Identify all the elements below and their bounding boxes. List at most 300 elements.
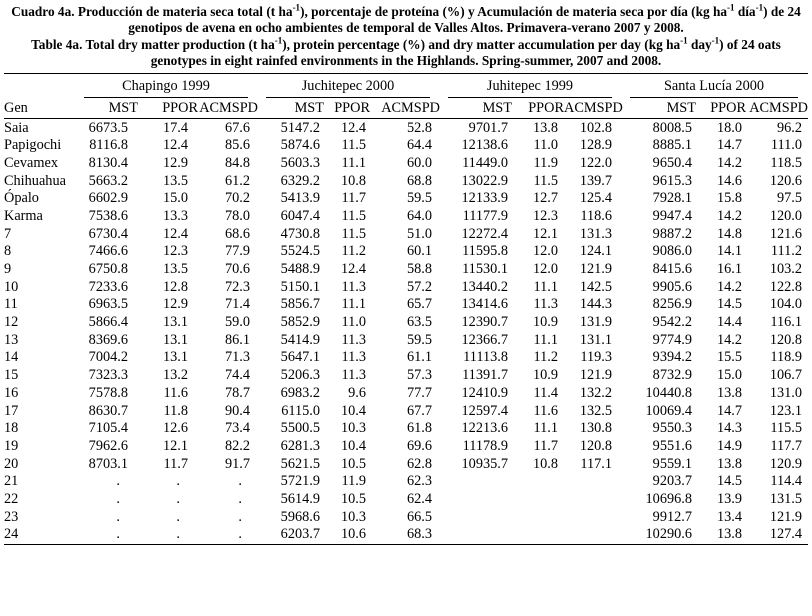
acmspd-cell: 131.9 xyxy=(579,314,612,331)
mst-cell: 7466.6 xyxy=(88,243,128,260)
blank-header-cell xyxy=(4,78,76,98)
header-ppor: PPOR xyxy=(512,98,564,119)
mst-cell: 6673.5 xyxy=(88,119,128,136)
table-row xyxy=(4,225,808,243)
acmspd-cell: 131.0 xyxy=(769,384,802,401)
mst-cell: 5603.3 xyxy=(280,154,320,171)
acmspd-cell: 130.8 xyxy=(579,420,612,437)
acmspd-cell: 71.3 xyxy=(224,349,250,366)
acmspd-cell: 118.9 xyxy=(770,349,802,366)
mst-cell: 7004.2 xyxy=(88,349,128,366)
ppor-cell: 14.5 xyxy=(716,473,742,490)
acmspd-cell: 131.3 xyxy=(579,225,612,242)
ppor-cell: 12.3 xyxy=(532,207,558,224)
acmspd-cell: 111.0 xyxy=(770,137,802,154)
acmspd-cell: 132.2 xyxy=(579,384,612,401)
mst-cell: 8008.5 xyxy=(652,119,692,136)
acmspd-cell: 57.3 xyxy=(406,367,432,384)
acmspd-cell: 70.2 xyxy=(224,190,250,207)
acmspd-cell: 60.0 xyxy=(406,154,432,171)
mst-cell: 9551.6 xyxy=(652,437,692,454)
mst-cell: 9550.3 xyxy=(652,420,692,437)
genotype-cell: 20 xyxy=(4,455,19,472)
ppor-cell: 13.8 xyxy=(716,455,742,472)
acmspd-cell: 120.8 xyxy=(579,437,612,454)
acmspd-cell: 61.1 xyxy=(406,349,432,366)
acmspd-cell: 52.8 xyxy=(406,119,432,136)
acmspd-cell: 128.9 xyxy=(579,137,612,154)
acmspd-cell: 97.5 xyxy=(776,190,802,207)
ppor-cell: 14.2 xyxy=(716,207,742,224)
ppor-cell: 10.9 xyxy=(532,367,558,384)
mst-cell: 6730.4 xyxy=(88,225,128,242)
ppor-cell: 12.8 xyxy=(162,278,188,295)
acmspd-cell: 119.3 xyxy=(580,349,612,366)
mst-cell: 6047.4 xyxy=(280,207,320,224)
ppor-cell xyxy=(512,473,564,491)
acmspd-cell: 85.6 xyxy=(224,137,250,154)
genotype-cell: Karma xyxy=(4,207,43,224)
ppor-cell: 11.9 xyxy=(533,154,558,171)
acmspd-cell: 121.9 xyxy=(579,367,612,384)
acmspd-cell: 61.2 xyxy=(224,172,250,189)
ppor-cell: 14.2 xyxy=(716,331,742,348)
mst-cell: 5414.9 xyxy=(280,331,320,348)
acmspd-cell: 86.1 xyxy=(224,331,250,348)
acmspd-cell: 78.0 xyxy=(224,207,250,224)
ppor-cell: 14.6 xyxy=(716,172,742,189)
genotype-cell: 16 xyxy=(4,384,19,401)
mst-cell: 9905.6 xyxy=(652,278,692,295)
table-row xyxy=(4,367,808,385)
ppor-cell: 13.1 xyxy=(162,314,188,331)
acmspd-cell: 59.5 xyxy=(406,331,432,348)
acmspd-cell: 60.1 xyxy=(406,243,432,260)
mst-cell: 9559.1 xyxy=(652,455,692,472)
mst-cell: 5721.9 xyxy=(280,473,320,490)
table-row xyxy=(4,473,808,491)
ppor-cell: 11.9 xyxy=(341,473,366,490)
table-row xyxy=(4,438,808,456)
acmspd-cell: 103.2 xyxy=(769,261,802,278)
ppor-cell: 11.5 xyxy=(341,207,366,224)
table-row xyxy=(4,190,808,208)
table-row xyxy=(4,331,808,349)
acmspd-cell: 120.9 xyxy=(769,455,802,472)
acmspd-cell: . xyxy=(198,526,258,544)
acmspd-cell: 132.5 xyxy=(579,402,612,419)
ppor-cell: 13.8 xyxy=(532,119,558,136)
mst-cell: 8885.1 xyxy=(652,137,692,154)
mst-cell: . xyxy=(116,473,120,490)
acmspd-cell: 66.5 xyxy=(406,508,432,525)
acmspd-cell: 68.8 xyxy=(406,172,432,189)
header-mst: MST xyxy=(440,98,512,119)
acmspd-cell xyxy=(564,491,622,509)
table-row xyxy=(4,261,808,279)
acmspd-cell: 82.2 xyxy=(224,437,250,454)
ppor-cell: 13.5 xyxy=(162,172,188,189)
acmspd-cell: 59.5 xyxy=(406,190,432,207)
table-row xyxy=(4,508,808,526)
acmspd-cell: 117.7 xyxy=(770,437,802,454)
header-ppor: PPOR xyxy=(324,98,370,119)
mst-cell: 8256.9 xyxy=(652,296,692,313)
ppor-cell: 14.1 xyxy=(716,243,742,260)
ppor-cell: 11.3 xyxy=(341,278,366,295)
mst-cell: 7105.4 xyxy=(88,420,128,437)
mst-cell: 5206.3 xyxy=(280,367,320,384)
ppor-cell: 10.4 xyxy=(340,402,366,419)
genotype-cell: Chihuahua xyxy=(4,172,66,189)
genotype-cell: 23 xyxy=(4,508,19,525)
mst-cell: 12138.6 xyxy=(461,137,508,154)
acmspd-cell: 121.6 xyxy=(769,225,802,242)
table-row xyxy=(4,155,808,173)
ppor-cell xyxy=(512,491,564,509)
mst-cell: 5614.9 xyxy=(280,490,320,507)
mst-cell: 10440.8 xyxy=(645,384,692,401)
ppor-cell: 14.2 xyxy=(716,154,742,171)
acmspd-cell: 69.6 xyxy=(406,437,432,454)
mst-cell: 9701.7 xyxy=(468,119,508,136)
header-ppor: PPOR xyxy=(138,98,198,119)
mst-cell: 11113.8 xyxy=(463,349,508,366)
acmspd-cell: 64.0 xyxy=(406,207,432,224)
acmspd-cell: 104.0 xyxy=(769,296,802,313)
ppor-cell: 12.6 xyxy=(162,420,188,437)
mst-cell: 9394.2 xyxy=(652,349,692,366)
header-mst: MST xyxy=(258,98,324,119)
mst-cell: 11391.7 xyxy=(462,367,508,384)
table-row xyxy=(4,420,808,438)
ppor-cell: 11.5 xyxy=(533,172,558,189)
gen-header: Gen xyxy=(4,98,76,119)
header-acmspd: ACMSPD xyxy=(370,98,440,119)
header-ppor: PPOR xyxy=(696,98,746,119)
table-body xyxy=(4,119,808,545)
ppor-cell: 12.1 xyxy=(162,437,188,454)
table-row xyxy=(4,137,808,155)
ppor-cell: 14.8 xyxy=(716,225,742,242)
acmspd-cell: 127.4 xyxy=(746,526,808,544)
environment-header-row xyxy=(4,78,808,98)
genotype-cell: 9 xyxy=(4,261,12,278)
acmspd-cell xyxy=(564,526,622,544)
acmspd-cell: 58.8 xyxy=(406,261,432,278)
genotype-cell: Saia xyxy=(4,119,29,136)
mst-cell: 12213.6 xyxy=(461,420,508,437)
acmspd-cell: 73.4 xyxy=(224,420,250,437)
acmspd-cell: 91.7 xyxy=(224,455,250,472)
genotype-cell: 7 xyxy=(4,225,12,242)
mst-cell: 5968.6 xyxy=(280,508,320,525)
mst-cell: 5874.6 xyxy=(280,137,320,154)
mst-cell xyxy=(440,508,512,526)
mst-cell: 5856.7 xyxy=(280,296,320,313)
header-acmspd: ACMSPD xyxy=(746,98,808,119)
mst-cell: 6983.2 xyxy=(280,384,320,401)
ppor-cell: 11.7 xyxy=(341,190,366,207)
acmspd-cell xyxy=(564,473,622,491)
acmspd-cell: 120.6 xyxy=(769,172,802,189)
ppor-cell: 13.2 xyxy=(162,367,188,384)
mst-cell: 13440.2 xyxy=(461,278,508,295)
mst-cell: 8415.6 xyxy=(652,261,692,278)
mst-cell: . xyxy=(76,526,138,544)
mst-cell: 11177.9 xyxy=(462,207,508,224)
mst-cell: 11178.9 xyxy=(462,437,508,454)
mst-cell: 5866.4 xyxy=(88,314,128,331)
ppor-cell: 12.7 xyxy=(532,190,558,207)
acmspd-cell: 59.0 xyxy=(224,314,250,331)
ppor-cell: 16.1 xyxy=(716,261,742,278)
genotype-cell: 10 xyxy=(4,278,19,295)
mst-cell: 9542.2 xyxy=(652,314,692,331)
ppor-cell: . xyxy=(176,508,180,525)
mst-cell: 6281.3 xyxy=(280,437,320,454)
mst-cell: 6750.8 xyxy=(88,261,128,278)
acmspd-cell: 71.4 xyxy=(224,296,250,313)
ppor-cell: 13.8 xyxy=(716,384,742,401)
ppor-cell: 10.4 xyxy=(340,437,366,454)
genotype-cell: 14 xyxy=(4,349,19,366)
acmspd-cell: 118.6 xyxy=(580,207,612,224)
mst-cell xyxy=(440,526,512,544)
table-row xyxy=(4,208,808,226)
acmspd-cell: 64.4 xyxy=(406,137,432,154)
acmspd-cell: 124.1 xyxy=(579,243,612,260)
mst-cell: 8116.8 xyxy=(89,137,128,154)
acmspd-cell: 62.8 xyxy=(406,455,432,472)
mst-cell: 8630.7 xyxy=(88,402,128,419)
ppor-cell: 14.2 xyxy=(716,278,742,295)
acmspd-cell: 122.0 xyxy=(579,154,612,171)
ppor-cell: 11.7 xyxy=(163,455,188,472)
env-header-chapingo-1999: Chapingo 1999 xyxy=(76,78,258,98)
acmspd-cell: 123.1 xyxy=(769,402,802,419)
table-row xyxy=(4,296,808,314)
acmspd-cell: 62.4 xyxy=(406,490,432,507)
genotype-cell: 15 xyxy=(4,367,19,384)
acmspd-cell: 77.9 xyxy=(224,243,250,260)
acmspd-cell: 67.6 xyxy=(224,119,250,136)
ppor-cell: 12.1 xyxy=(532,225,558,242)
env-header-santa-lucia-2000: Santa Lucía 2000 xyxy=(622,78,808,98)
ppor-cell: 12.0 xyxy=(532,261,558,278)
table-row xyxy=(4,278,808,296)
table-row xyxy=(4,402,808,420)
ppor-cell: 11.8 xyxy=(163,402,188,419)
acmspd-cell: 116.1 xyxy=(770,314,802,331)
table-row xyxy=(4,349,808,367)
ppor-cell: 13.5 xyxy=(162,261,188,278)
table-row xyxy=(4,385,808,403)
mst-cell: 13022.9 xyxy=(461,172,508,189)
acmspd-cell: . xyxy=(238,490,242,507)
acmspd-cell: 106.7 xyxy=(769,367,802,384)
table-row xyxy=(4,172,808,190)
genotype-cell: Cevamex xyxy=(4,154,58,171)
ppor-cell xyxy=(512,508,564,526)
mst-cell: 5500.5 xyxy=(280,420,320,437)
mst-cell: 12410.9 xyxy=(461,384,508,401)
ppor-cell: 11.1 xyxy=(533,331,558,348)
caption-spanish: Cuadro 4a. Producción de materia seca total (t $ha^{-1}$), porcentaje de proteína (%) y Acumulación de materia seca por día (kg $ha^{-1}$ día$^{-1}$) de 24 genotipos de avena en ocho ambientes de temporal de Valles Altos. Primavera-verano 2007 y 2008. xyxy=(11,2,801,36)
acmspd-cell: 72.3 xyxy=(224,278,250,295)
ppor-cell xyxy=(512,526,564,544)
mst-cell: 9774.9 xyxy=(652,331,692,348)
mst-cell: 12366.7 xyxy=(461,331,508,348)
acmspd-cell: 96.2 xyxy=(776,119,802,136)
acmspd-cell: 111.2 xyxy=(770,243,802,260)
ppor-cell: 12.0 xyxy=(532,243,558,260)
genotype-cell: 8 xyxy=(4,243,12,260)
ppor-cell: 10.5 xyxy=(340,490,366,507)
acmspd-cell: 74.4 xyxy=(224,367,250,384)
genotype-cell: 19 xyxy=(4,437,19,454)
ppor-cell: 10.3 xyxy=(340,508,366,525)
mst-cell: 6329.2 xyxy=(280,172,320,189)
header-mst: MST xyxy=(76,98,138,119)
mst-cell: 8732.9 xyxy=(652,367,692,384)
mst-cell: 9912.7 xyxy=(652,508,692,525)
table-row xyxy=(4,491,808,509)
acmspd-cell: 63.5 xyxy=(406,314,432,331)
mst-cell: 9086.0 xyxy=(652,243,692,260)
acmspd-cell: 114.4 xyxy=(770,473,802,490)
mst-cell: 12390.7 xyxy=(461,314,508,331)
ppor-cell: 12.9 xyxy=(162,296,188,313)
mst-cell: 9615.3 xyxy=(652,172,692,189)
acmspd-cell: 68.3 xyxy=(370,526,440,544)
mst-cell: 5524.5 xyxy=(280,243,320,260)
acmspd-cell: 118.5 xyxy=(770,154,802,171)
acmspd-cell: 51.0 xyxy=(406,225,432,242)
acmspd-cell: 70.6 xyxy=(224,261,250,278)
ppor-cell: 10.5 xyxy=(340,455,366,472)
mst-cell: 4730.8 xyxy=(280,225,320,242)
column-header-row xyxy=(4,98,808,119)
mst-cell: 5413.9 xyxy=(280,190,320,207)
acmspd-cell: 62.3 xyxy=(406,473,432,490)
ppor-cell: 11.3 xyxy=(341,367,366,384)
acmspd-cell: 142.5 xyxy=(579,278,612,295)
ppor-cell: 10.9 xyxy=(532,314,558,331)
mst-cell: 8130.4 xyxy=(88,154,128,171)
ppor-cell: 13.1 xyxy=(162,349,188,366)
ppor-cell: 11.4 xyxy=(533,384,558,401)
acmspd-cell: 57.2 xyxy=(406,278,432,295)
genotype-cell: 18 xyxy=(4,420,19,437)
ppor-cell: 15.0 xyxy=(716,367,742,384)
mst-cell: 6203.7 xyxy=(258,526,324,544)
ppor-cell: 12.4 xyxy=(340,261,366,278)
mst-cell: 7233.6 xyxy=(88,278,128,295)
ppor-cell: 14.9 xyxy=(716,437,742,454)
ppor-cell: 13.9 xyxy=(716,490,742,507)
ppor-cell: 15.5 xyxy=(716,349,742,366)
acmspd-cell: 61.8 xyxy=(406,420,432,437)
mst-cell xyxy=(440,491,512,509)
acmspd-cell: 90.4 xyxy=(224,402,250,419)
table-row xyxy=(4,243,808,261)
mst-cell xyxy=(440,473,512,491)
acmspd-cell: 68.6 xyxy=(224,225,250,242)
mst-cell: 5852.9 xyxy=(280,314,320,331)
mst-cell: 8703.1 xyxy=(88,455,128,472)
mst-cell: 5621.5 xyxy=(280,455,320,472)
ppor-cell: 14.3 xyxy=(716,420,742,437)
mst-cell: 10069.4 xyxy=(645,402,692,419)
ppor-cell: 11.1 xyxy=(341,154,366,171)
ppor-cell: 11.5 xyxy=(341,225,366,242)
genotype-cell: 22 xyxy=(4,490,19,507)
mst-cell: . xyxy=(116,490,120,507)
genotype-cell: 12 xyxy=(4,314,19,331)
mst-cell: 10290.6 xyxy=(622,526,696,544)
ppor-cell: 14.7 xyxy=(716,402,742,419)
ppor-cell: 11.1 xyxy=(533,420,558,437)
genotype-cell: 24 xyxy=(4,526,76,544)
genotype-cell: Papigochi xyxy=(4,137,62,154)
acmspd-cell: . xyxy=(238,508,242,525)
acmspd-cell: 117.1 xyxy=(580,455,612,472)
acmspd-cell: 78.7 xyxy=(224,384,250,401)
acmspd-cell: 144.3 xyxy=(579,296,612,313)
mst-cell: 7323.3 xyxy=(88,367,128,384)
genotype-cell: 21 xyxy=(4,473,19,490)
acmspd-cell: 77.7 xyxy=(406,384,432,401)
mst-cell: 7962.6 xyxy=(88,437,128,454)
ppor-cell: 11.6 xyxy=(533,402,558,419)
table-row xyxy=(4,455,808,473)
acmspd-cell: 65.7 xyxy=(406,296,432,313)
ppor-cell: 9.6 xyxy=(348,384,366,401)
acmspd-cell: 121.9 xyxy=(769,508,802,525)
ppor-cell: 14.5 xyxy=(716,296,742,313)
mst-cell: 9947.4 xyxy=(652,207,692,224)
ppor-cell: 11.1 xyxy=(533,278,558,295)
ppor-cell: 12.4 xyxy=(162,225,188,242)
header-acmspd: ACMSPD xyxy=(198,98,258,119)
acmspd-cell: 122.8 xyxy=(769,278,802,295)
mst-cell: 6963.5 xyxy=(88,296,128,313)
ppor-cell: 15.8 xyxy=(716,190,742,207)
mst-cell: . xyxy=(116,508,120,525)
mst-cell: 5663.2 xyxy=(88,172,128,189)
genotype-cell: Ópalo xyxy=(4,190,39,207)
mst-cell: 7928.1 xyxy=(652,190,692,207)
ppor-cell: . xyxy=(176,473,180,490)
mst-cell: 10696.8 xyxy=(645,490,692,507)
genotype-cell: 17 xyxy=(4,402,19,419)
mst-cell: 10935.7 xyxy=(461,455,508,472)
ppor-cell: 12.4 xyxy=(162,137,188,154)
acmspd-cell: 139.7 xyxy=(579,172,612,189)
acmspd-cell: 120.8 xyxy=(769,331,802,348)
mst-cell: 9887.2 xyxy=(652,225,692,242)
mst-cell: 12272.4 xyxy=(461,225,508,242)
ppor-cell: 11.2 xyxy=(341,243,366,260)
acmspd-cell: . xyxy=(238,473,242,490)
ppor-cell: 15.0 xyxy=(162,190,188,207)
acmspd-cell: 115.5 xyxy=(770,420,802,437)
mst-cell: 12597.4 xyxy=(461,402,508,419)
mst-cell: 5150.1 xyxy=(280,278,320,295)
env-header-juhitepec-1999: Juhitepec 1999 xyxy=(440,78,622,98)
ppor-cell: 11.6 xyxy=(163,384,188,401)
